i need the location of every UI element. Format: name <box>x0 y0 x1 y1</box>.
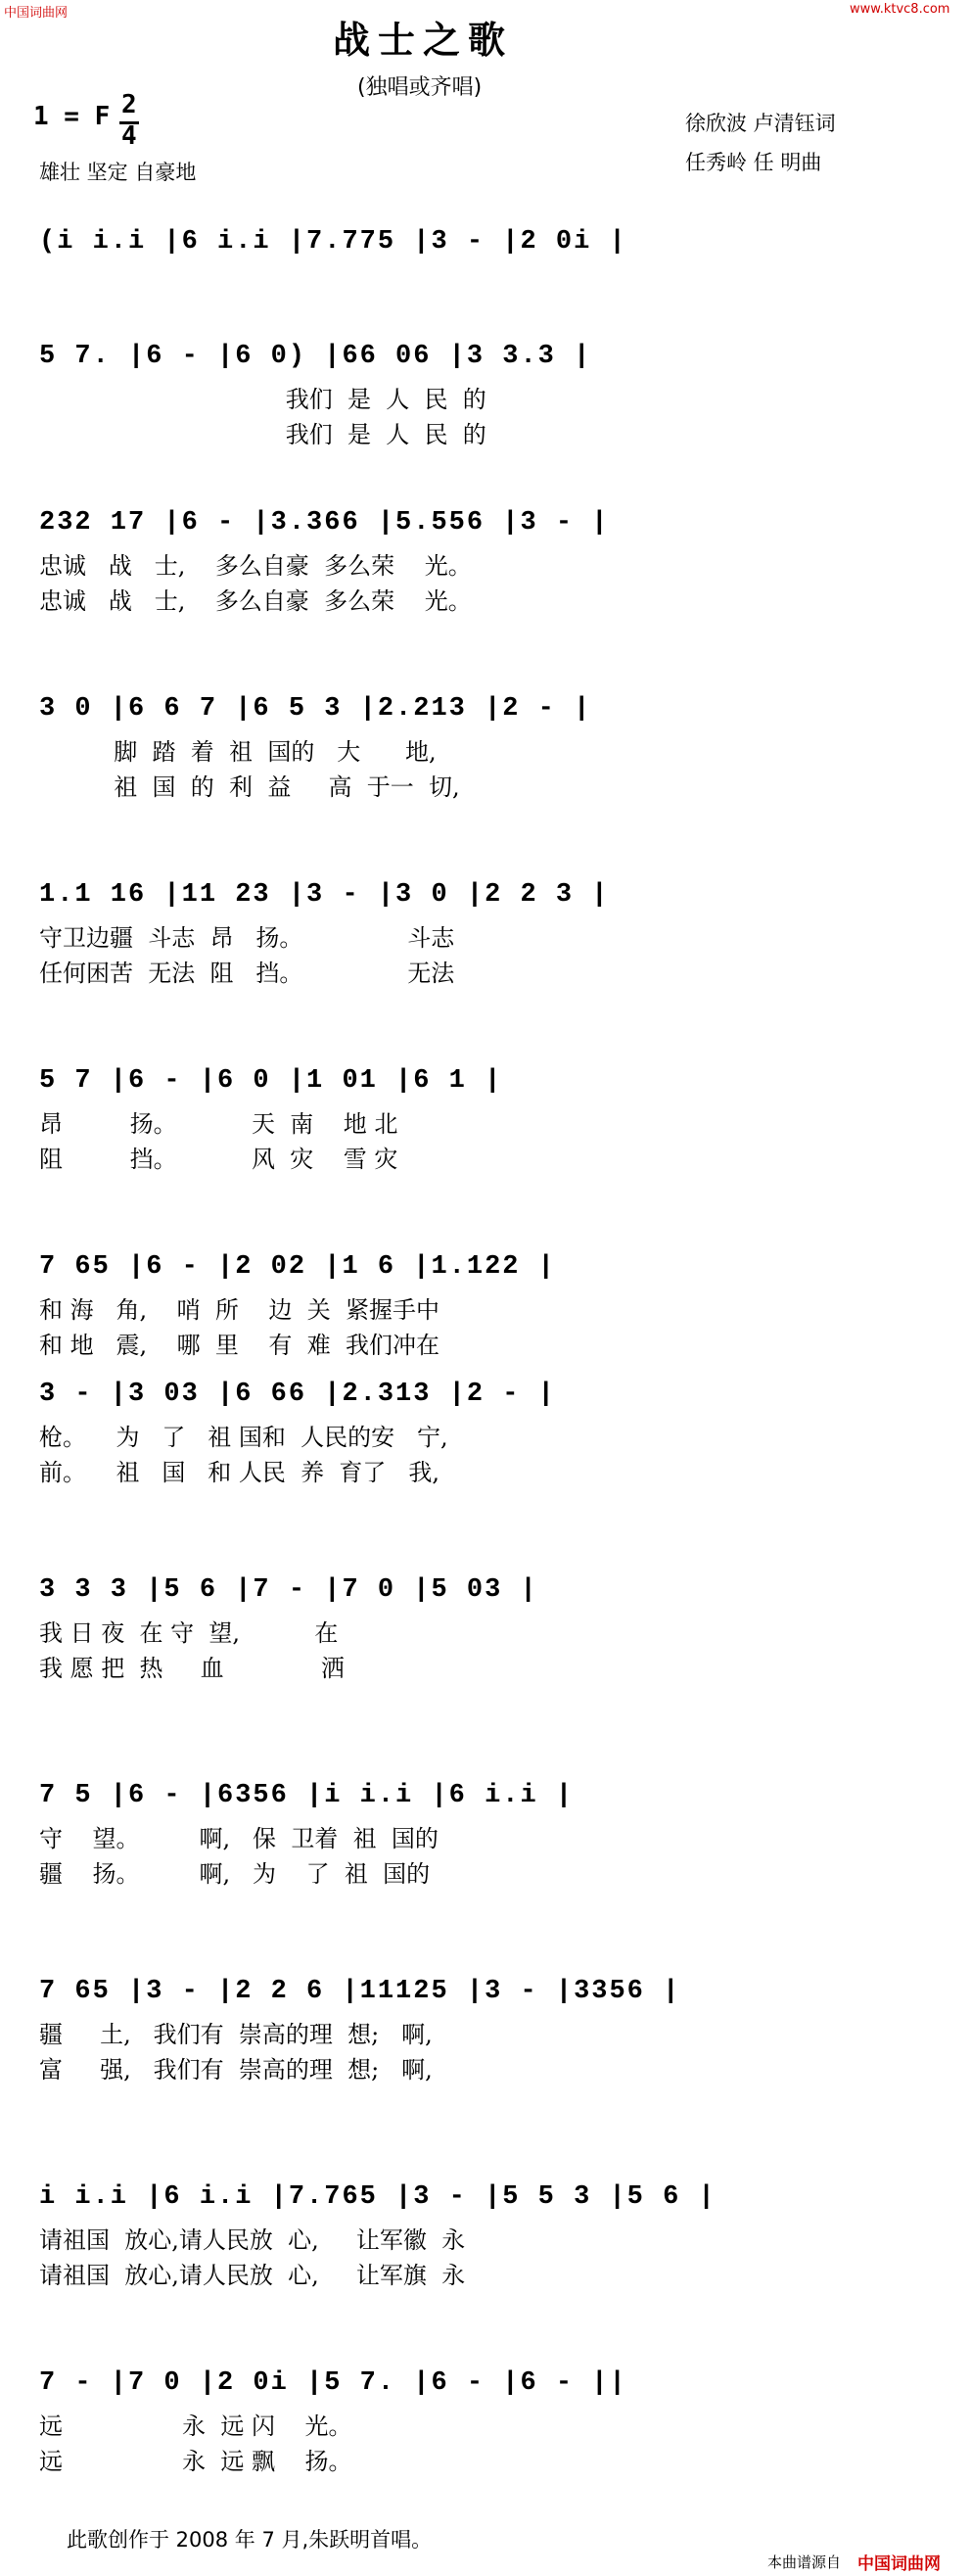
score-line <box>39 1774 932 1892</box>
time-signature-top: 2 <box>121 90 137 119</box>
score-line <box>39 1245 932 1363</box>
lyrics-verse-2: 远 永 远 飘 扬。 <box>39 2448 352 2475</box>
notation-line: 3 0 |6 6 7 |6 5 3 |2.213 |2 - | <box>39 694 592 724</box>
lyricist-credit: 徐欣波 卢清钰词 <box>685 112 836 135</box>
lyrics-verse-2: 忠诚 战 士, 多么自豪 多么荣 光。 <box>39 587 472 615</box>
lyrics-verse-2: 我们 是 人 民 的 <box>39 421 486 448</box>
score-line <box>39 873 932 991</box>
lyrics-verse-2: 富 强, 我们有 崇高的理 想; 啊, <box>39 2056 433 2084</box>
time-signature-bottom: 4 <box>121 121 137 151</box>
notation-line: 3 - |3 03 |6 66 |2.313 |2 - | <box>39 1380 556 1409</box>
lyrics-verse-1: 忠诚 战 士, 多么自豪 多么荣 光。 <box>39 552 472 580</box>
key-signature: 1 = F <box>33 102 111 131</box>
composer-credit: 任秀岭 任 明曲 <box>685 151 822 174</box>
score-line <box>39 687 932 805</box>
lyrics-verse-1: 枪。 为 了 祖 国和 人民的安 宁, <box>39 1424 448 1451</box>
song-subtitle: (独唱或齐唱) <box>357 75 483 100</box>
notation-line: 5 7. |6 - |6 0) |66 06 |3 3.3 | <box>39 342 592 371</box>
notation-line: 232 17 |6 - |3.366 |5.556 |3 - | <box>39 508 610 538</box>
song-title: 战士之歌 <box>333 19 514 62</box>
notation-line: 7 65 |6 - |2 02 |1 6 |1.122 | <box>39 1252 556 1282</box>
source-site-link[interactable]: 中国词曲网 <box>857 2554 941 2574</box>
score-line <box>39 501 932 619</box>
lyrics-verse-2: 请祖国 放心,请人民放 心, 让军旗 永 <box>39 2262 466 2289</box>
lyrics-verse-2: 和 地 震, 哪 里 有 难 我们冲在 <box>39 1332 439 1359</box>
lyrics-verse-1: 守 望。 啊, 保 卫着 祖 国的 <box>39 1825 439 1852</box>
score-line <box>39 2176 932 2293</box>
lyrics-verse-1: 疆 土, 我们有 崇高的理 想; 啊, <box>39 2021 433 2048</box>
lyrics-verse-1: 我 日 夜 在 守 望, 在 <box>39 1619 339 1647</box>
notation-line: i i.i |6 i.i |7.765 |3 - |5 5 3 |5 6 | <box>39 2182 717 2212</box>
score-line <box>39 220 932 279</box>
score-line <box>39 335 932 452</box>
composition-note: 此歌创作于 2008 年 7 月,朱跃明首唱。 <box>67 2528 433 2552</box>
score-line <box>39 1373 932 1490</box>
lyrics-verse-1: 脚 踏 着 祖 国的 大 地, <box>39 738 437 766</box>
notation-line: 7 - |7 0 |2 0i |5 7. |6 - |6 - || <box>39 2368 627 2398</box>
score-line <box>39 1970 932 2087</box>
site-logo-left[interactable]: 中国词曲网 <box>4 6 69 21</box>
site-url-right[interactable]: www.ktvc8.com <box>850 2 950 17</box>
lyrics-verse-2: 前。 祖 国 和 人民 养 育了 我, <box>39 1459 439 1486</box>
lyrics-verse-1: 守卫边疆 斗志 昂 扬。 斗志 <box>39 924 455 952</box>
notation-line: 7 65 |3 - |2 2 6 |11125 |3 - |3356 | <box>39 1977 681 2006</box>
lyrics-verse-1: 请祖国 放心,请人民放 心, 让军徽 永 <box>39 2226 466 2254</box>
source-label: 本曲谱源自 <box>767 2553 842 2571</box>
lyrics-verse-1: 和 海 角, 哨 所 边 关 紧握手中 <box>39 1296 439 1324</box>
score-line <box>39 1569 932 1686</box>
lyrics-verse-2: 任何困苦 无法 阻 挡。 无法 <box>39 960 455 987</box>
notation-line: (i i.i |6 i.i |7.775 |3 - |2 0i | <box>39 227 627 257</box>
notation-line: 3 3 3 |5 6 |7 - |7 0 |5 03 | <box>39 1575 538 1605</box>
notation-line: 5 7 |6 - |6 0 |1 01 |6 1 | <box>39 1066 503 1096</box>
lyrics-verse-2: 疆 扬。 啊, 为 了 祖 国的 <box>39 1860 431 1888</box>
notation-line: 7 5 |6 - |6356 |i i.i |6 i.i | <box>39 1781 575 1810</box>
lyrics-verse-1: 我们 是 人 民 的 <box>39 386 486 413</box>
lyrics-verse-2: 阻 挡。 风 灾 雪 灾 <box>39 1146 398 1173</box>
lyrics-verse-1: 昂 扬。 天 南 地 北 <box>39 1110 398 1138</box>
score-line <box>39 2362 932 2479</box>
lyrics-verse-2: 祖 国 的 利 益 高 于一 切, <box>39 773 460 801</box>
notation-line: 1.1 16 |11 23 |3 - |3 0 |2 2 3 | <box>39 880 610 910</box>
lyrics-verse-2: 我 愿 把 热 血 洒 <box>39 1655 345 1682</box>
tempo-marking: 雄壮 坚定 自豪地 <box>39 161 197 184</box>
lyrics-verse-1: 远 永 远 闪 光。 <box>39 2412 352 2440</box>
score-line <box>39 1059 932 1177</box>
